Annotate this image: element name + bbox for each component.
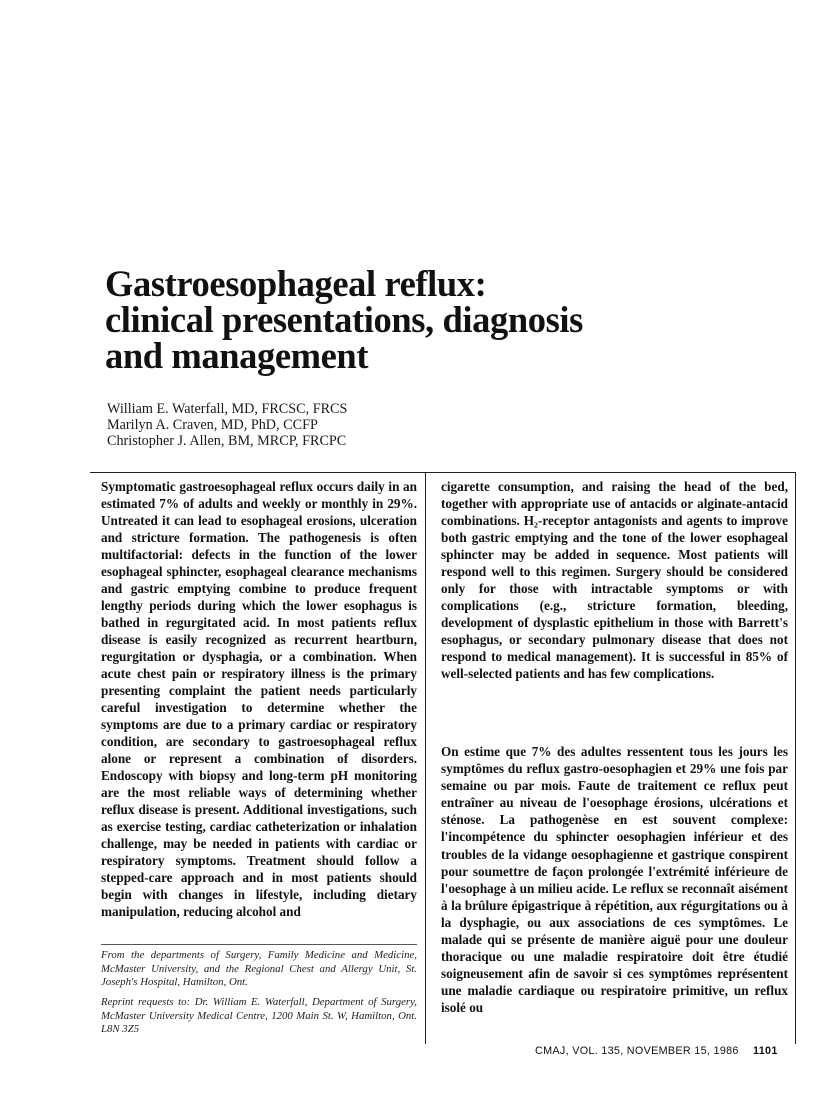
abstract-top-rule xyxy=(90,472,796,473)
author: Christopher J. Allen, BM, MRCP, FRCPC xyxy=(107,433,347,449)
abstract-english-part1: Symptomatic gastroesophageal reflux occurs daily in an estimated 7% of adults and weekly or monthly in 29%. Untreated it can lead to esophageal erosions, ulceration and stricture formation. The pathogenesis is often multifactorial: defects in the function of the lower esophageal sphincter, esophageal clearance mechanisms and gastric emptying combine to produce frequent lengthy periods during which the lower esophagus is bathed in regurgitated acid. In most patients reflux disease is easily recognized as recurrent heartburn, regurgitation or dysphagia, or a combination. When acute chest pain or respiratory illness is the primary presenting complaint the patient needs particularly careful investigation to determine whether the symptoms are due to a primary cardiac or respiratory condition, are secondary to gastroesophageal reflux alone or represent a combination of disorders. Endoscopy with biopsy and long-term pH monitoring are the most reliable ways of determining whether reflux disease is present. Additional investigations, such as exercise testing, cardiac catheterization or inhalation challenge, may be needed in patients with cardiac or respiratory symptoms. Treatment should follow a stepped-care approach and in most patients should begin with changes in lifestyle, including dietary manipulation, reducing alcohol and xyxy=(101,479,417,919)
footnote-reprint: Reprint requests to: Dr. William E. Waterfall, Department of Surgery, McMaster University Medical Centre, 1200 Main St. W, Hamilton, Ont. L8N 3Z5 xyxy=(101,996,417,1035)
title-line: clinical presentations, diagnosis xyxy=(105,299,583,340)
abstract-french: On estime que 7% des adultes ressentent tous les jours les symptômes du reflux gastro-oesophagien et 29% une fois par semaine ou par mois. Faute de traitement ce reflux peut entraîner au niveau de l'oesophage érosions, ulcérations et sténose. La pathogenèse en est souvent complexe: l'incompétence du sphincter oesophagien inférieur et des troubles de la vidange oesophagienne et gastrique conspirent pour soumettre de façon prolongée l'extrémité inférieure de l'oesophage à un milieu acide. Le reflux se reconnaît aisément à la brûlure épigastrique à répétition, aux régurgitations ou à la dysphagie, ou aux associations de ces symptômes. Le malade qui se présente de manière aiguë pour une douleur thoracique ou une maladie respiratoire doit être étudié soigneusement afin de savoir si ces symptômes représentent une maladie cardiaque ou respiratoire primitive, un reflux isolé ou xyxy=(441,744,788,1016)
article-title xyxy=(105,263,725,376)
title-line: Gastroesophageal reflux: xyxy=(105,263,487,304)
footnote-rule xyxy=(101,944,417,945)
right-border-rule xyxy=(795,472,796,1044)
author-list xyxy=(107,401,507,449)
author: William E. Waterfall, MD, FRCSC, FRCS xyxy=(107,401,348,417)
abstract-english-part2: cigarette consumption, and raising the head of the bed, together with appropriate use of antacids or alginate-antacid combinations. H₂-receptor antagonists and agents to improve both gastric emptying and the tone of the lower esophageal sphincter may be added in sequence. Most patients will respond well to this regimen. Surgery should be considered only for those with intractable symptoms or with complications (e.g., stricture formation, bleeding, development of dysplastic epithelium in those with Barrett's esophagus, or secondary pulmonary disease that does not respond to medical management). It is successful in 85% of well-selected patients and has few complications. xyxy=(441,479,788,681)
column-divider xyxy=(425,472,426,1044)
author: Marilyn A. Craven, MD, PhD, CCFP xyxy=(107,417,318,433)
journal-citation: CMAJ, VOL. 135, NOVEMBER 15, 1986 xyxy=(535,1045,739,1057)
title-line: and management xyxy=(105,335,369,376)
page-number: 1101 xyxy=(753,1045,778,1057)
footnote-affiliation: From the departments of Surgery, Family Medicine and Medicine, McMaster University, and the Regional Chest and Allergy Unit, St. Joseph's Hospital, Hamilton, Ont. xyxy=(101,949,417,988)
